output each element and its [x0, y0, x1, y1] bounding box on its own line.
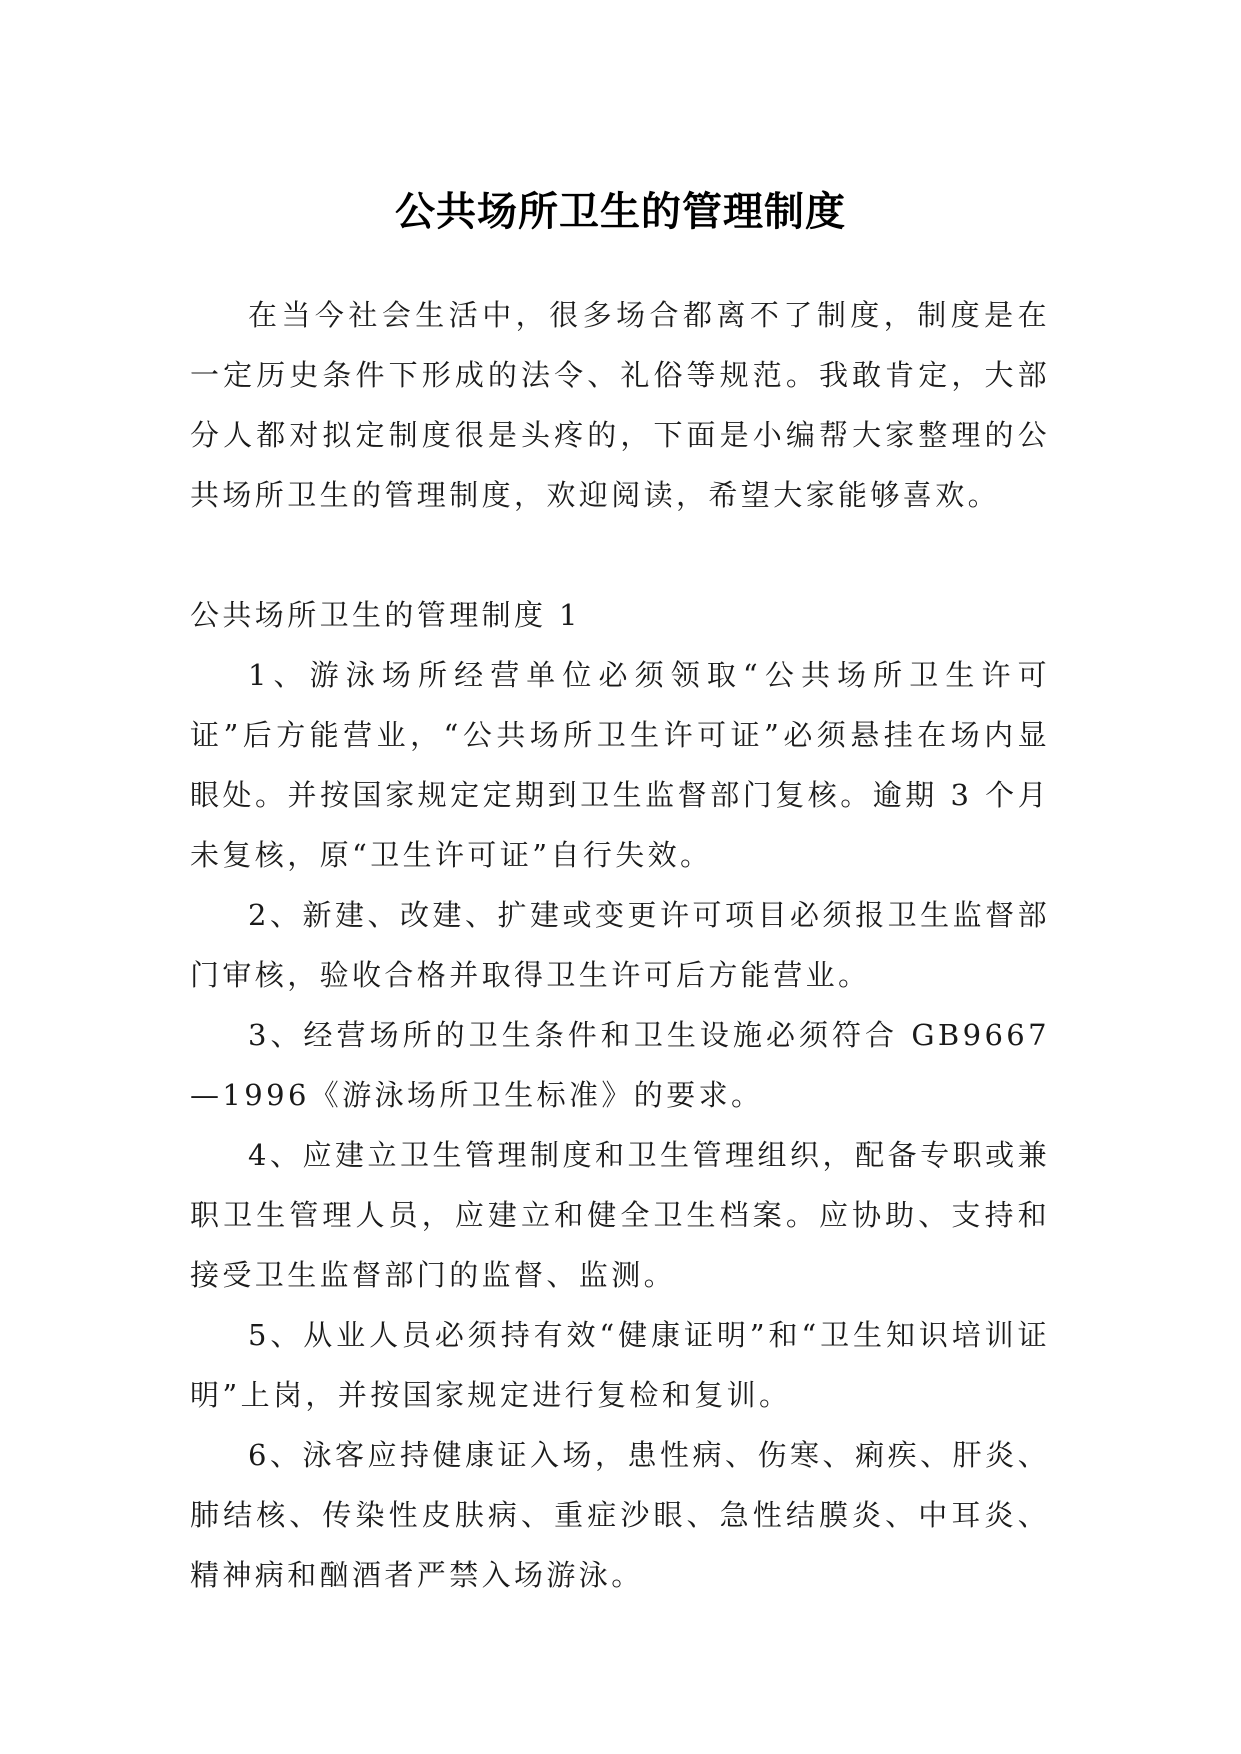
document-body — [190, 285, 1050, 1605]
rule-item-3: 3、经营场所的卫生条件和卫生设施必须符合 GB9667—1996《游泳场所卫生标准》的要求。 — [190, 1018, 1050, 1112]
document-title: 公共场所卫生的管理制度 — [395, 188, 846, 235]
rule-item-5: 5、从业人员必须持有效“健康证明”和“卫生知识培训证明”上岗，并按国家规定进行复检和复训。 — [190, 1318, 1050, 1412]
rule-item-6: 6、泳客应持健康证入场，患性病、伤寒、痢疾、肝炎、肺结核、传染性皮肤病、重症沙眼、急性结膜炎、中耳炎、精神病和酗酒者严禁入场游泳。 — [190, 1438, 1050, 1592]
rule-item-2: 2、新建、改建、扩建或变更许可项目必须报卫生监督部门审核，验收合格并取得卫生许可后方能营业。 — [190, 898, 1050, 992]
rule-item-1: 1、游泳场所经营单位必须领取“公共场所卫生许可证”后方能营业，“公共场所卫生许可证”必须悬挂在场内显眼处。并按国家规定定期到卫生监督部门复核。逾期 3 个月未复核，原“卫生许可证”自行失效。 — [190, 658, 1050, 872]
rule-item-4: 4、应建立卫生管理制度和卫生管理组织，配备专职或兼职卫生管理人员，应建立和健全卫生档案。应协助、支持和接受卫生监督部门的监督、监测。 — [190, 1138, 1050, 1292]
section-heading: 公共场所卫生的管理制度 1 — [190, 598, 581, 632]
intro-paragraph: 在当今社会生活中，很多场合都离不了制度，制度是在一定历史条件下形成的法令、礼俗等规范。我敢肯定，大部分人都对拟定制度很是头疼的，下面是小编帮大家整理的公共场所卫生的管理制度，欢迎阅读，希望大家能够喜欢。 — [190, 298, 1050, 512]
